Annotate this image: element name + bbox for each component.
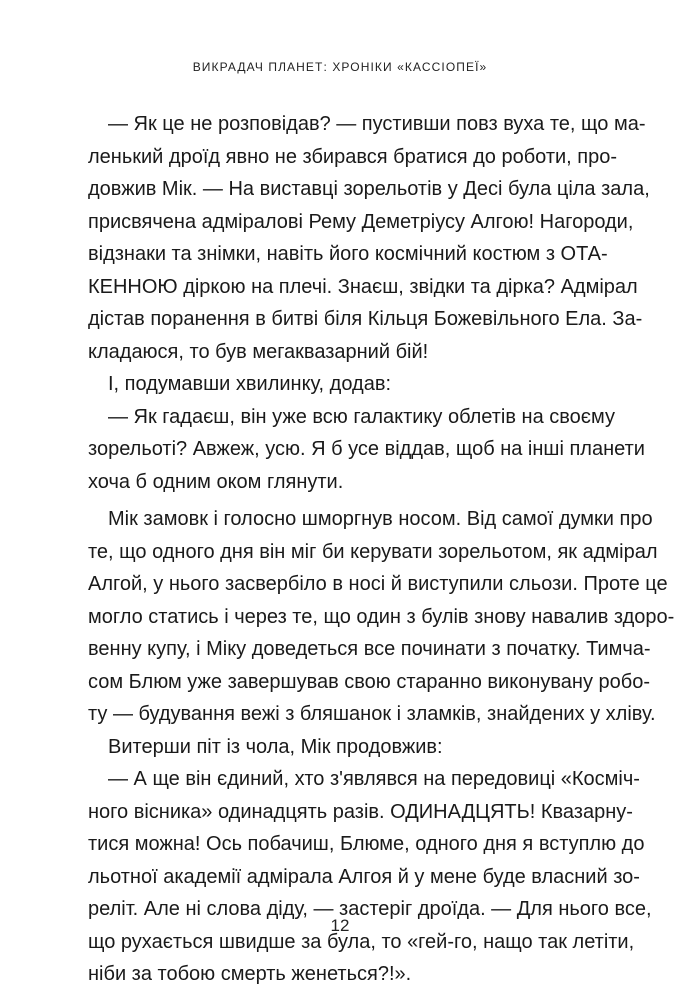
text-line: ного вісника» одинадцять разів. ОДИНАДЦЯТЬ! Квазарну-	[88, 800, 633, 823]
text-line: тися можна! Ось побачиш, Блюме, одного дня я вступлю до	[88, 833, 645, 855]
text-line: те, що одного дня він міг би керувати зорельотом, як адмірал	[88, 540, 658, 563]
text-line: І, подумавши хвилинку, додав:	[108, 373, 391, 395]
page-number: 12	[330, 916, 350, 935]
text-line: ніби за тобою смерть женеться?!».	[88, 963, 412, 985]
text-line: ленький дроїд явно не збирався братися до роботи, про-	[88, 145, 618, 168]
text-line: — А ще він єдиний, хто з'являвся на передовиці «Косміч-	[108, 768, 640, 790]
text-line: КЕННОЮ діркою на плечі. Знаєш, звідки та дірка? Адмірал	[88, 275, 638, 298]
text-line: — Як гадаєш, він уже всю галактику облетів на своєму	[108, 405, 615, 428]
text-line: хоча б одним оком глянути.	[88, 470, 344, 493]
text-line: що рухається швидше за була, то «гей-го, нащо так летіти,	[88, 930, 635, 953]
text-line: зорельоті? Авжеж, усю. Я б усе віддав, щоб на інші планети	[88, 438, 645, 460]
text-line: венну купу, і Міку доведеться все починати з початку. Тимча-	[88, 638, 651, 660]
text-line: — Як це не розповідав? — пустивши повз вуха те, що ма-	[108, 113, 646, 135]
text-line: ту — будування вежі з бляшанок і зламків, знайдених у хліву.	[88, 703, 656, 725]
text-line: реліт. Але ні слова діду, — застеріг дроїда. — Для нього все,	[88, 898, 652, 920]
text-line: відзнаки та знімки, навіть його космічний костюм з ОТА-	[88, 243, 608, 265]
text-line: довжив Мік. — На виставці зорельотів у Десі була ціла зала,	[88, 178, 650, 200]
text-line: присвячена адміралові Рему Деметріусу Алгою! Нагороди,	[88, 210, 634, 233]
text-line: льотної академії адмірала Алгоя й у мене буде власний зо-	[88, 865, 640, 888]
text-line: кладаюся, то був мегаквазарний бій!	[88, 340, 429, 363]
text-line: могло статись і через те, що один з булів знову навалив здоро-	[88, 605, 675, 628]
running-head: ВИКРАДАЧ ПЛАНЕТ: ХРОНІКИ «КАССІОПЕЇ»	[192, 60, 488, 74]
text-line: Витерши піт із чола, Мік продовжив:	[108, 735, 443, 758]
body-text	[88, 108, 675, 991]
text-line: Мік замовк і голосно шморгнув носом. Від самої думки про	[108, 508, 653, 530]
text-line: Алгой, у нього засвербіло в носі й виступили сльози. Проте це	[88, 573, 668, 595]
text-line: дістав поранення в битві біля Кільця Божевільного Ела. За-	[88, 308, 643, 330]
text-line: сом Блюм уже завершував свою старанно виконувану робо-	[88, 670, 650, 693]
